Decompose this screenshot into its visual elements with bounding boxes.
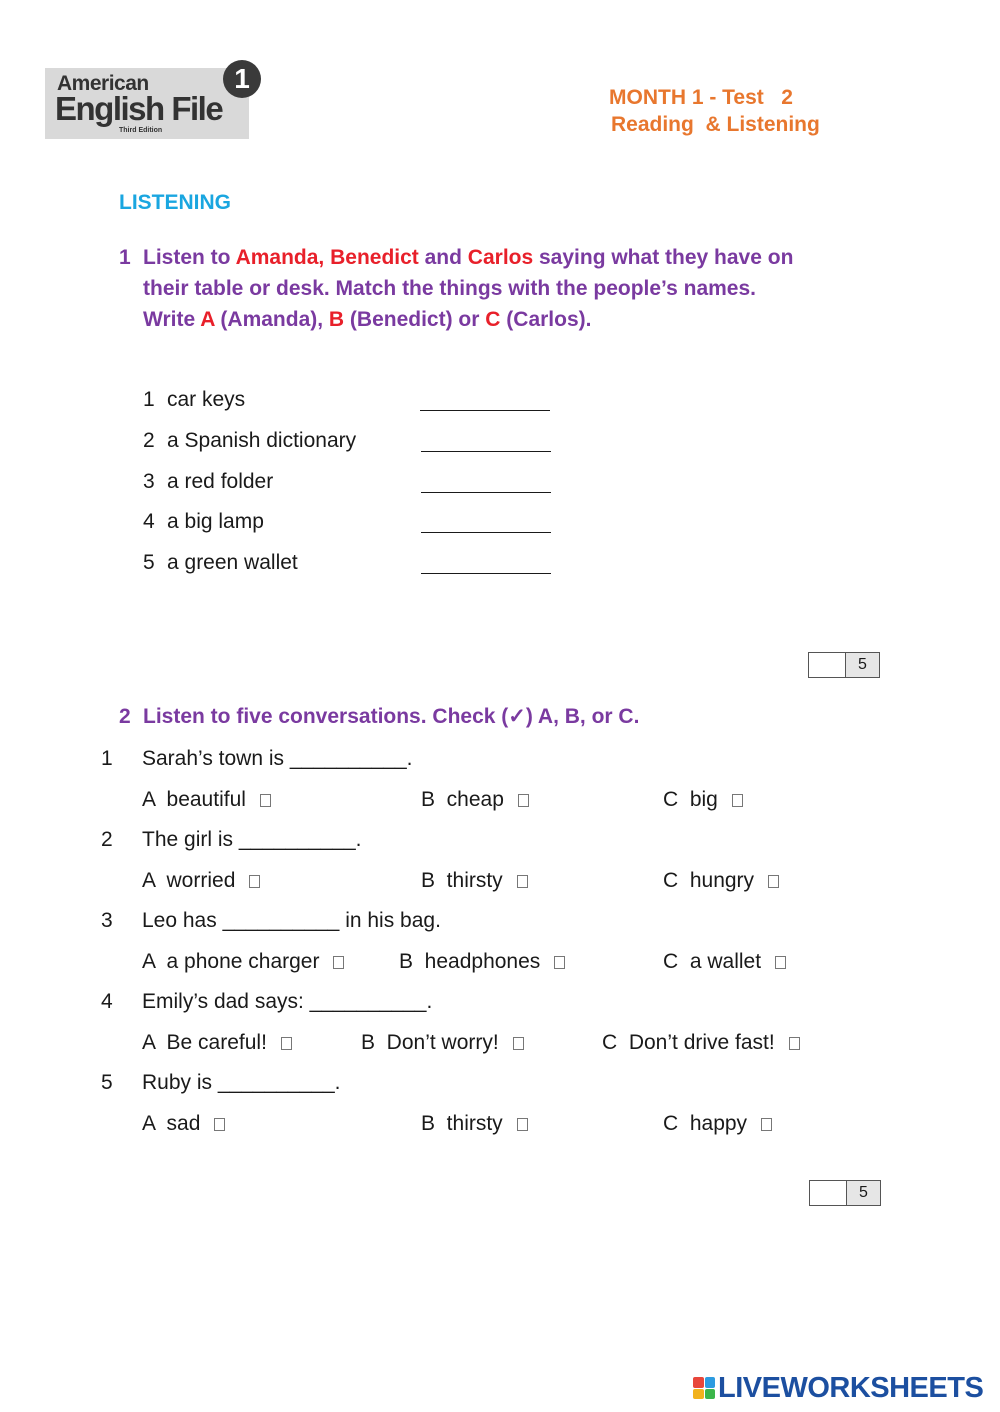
- question-number: 5: [101, 1071, 113, 1094]
- option-b[interactable]: B thirsty: [421, 869, 528, 893]
- option-b[interactable]: B headphones: [399, 950, 565, 974]
- item-text: a red folder: [167, 470, 274, 493]
- section-label: LISTENING: [119, 191, 232, 214]
- question-text: Leo has __________ in his bag.: [142, 909, 441, 932]
- answer-blank[interactable]: [421, 532, 551, 533]
- option-a[interactable]: A beautiful: [142, 788, 271, 812]
- option-c[interactable]: C big: [663, 788, 743, 812]
- checkbox[interactable]: [333, 956, 344, 969]
- icon-tile: [693, 1389, 704, 1400]
- item-number: 4: [143, 510, 155, 533]
- option-b[interactable]: B thirsty: [421, 1112, 528, 1136]
- option-c[interactable]: C Don’t drive fast!: [602, 1031, 800, 1055]
- checkbox[interactable]: [518, 794, 529, 807]
- option-a[interactable]: A sad: [142, 1112, 225, 1136]
- logo-edition: Third Edition: [119, 127, 163, 134]
- icon-tile: [693, 1377, 704, 1388]
- checkbox[interactable]: [249, 875, 260, 888]
- option-b[interactable]: B cheap: [421, 788, 529, 812]
- liveworksheets-icon: [693, 1377, 715, 1399]
- question-text: Emily’s dad says: __________.: [142, 990, 433, 1013]
- score-input[interactable]: [809, 653, 846, 677]
- liveworksheets-brand: LIVEWORKSHEETS: [718, 1372, 984, 1404]
- checkbox[interactable]: [513, 1037, 524, 1050]
- checkbox[interactable]: [214, 1118, 225, 1131]
- question-number: 3: [101, 909, 113, 932]
- logo-line2: English File: [55, 90, 223, 127]
- question-number: 4: [101, 990, 113, 1013]
- option-b[interactable]: B Don’t worry!: [361, 1031, 524, 1055]
- question-number: 1: [101, 747, 113, 770]
- option-a[interactable]: A a phone charger: [142, 950, 344, 974]
- item-text: a big lamp: [167, 510, 264, 533]
- checkbox[interactable]: [761, 1118, 772, 1131]
- answer-blank[interactable]: [420, 410, 550, 411]
- checkbox[interactable]: [260, 794, 271, 807]
- exercise1-instruction: Listen to Amanda, Benedict and Carlos saying what they have on their table or desk. Match the things with the people’s names. Write A (Amanda), B (Benedict) or C (Carlos).: [143, 246, 794, 331]
- item-text: a green wallet: [167, 551, 298, 574]
- checkbox[interactable]: [768, 875, 779, 888]
- checkbox[interactable]: [517, 1118, 528, 1131]
- exercise2-number: 2: [119, 705, 131, 728]
- option-a[interactable]: A Be careful!: [142, 1031, 292, 1055]
- item-number: 2: [143, 429, 155, 452]
- score-input[interactable]: [810, 1181, 847, 1205]
- item-text: car keys: [167, 388, 246, 411]
- item-number: 5: [143, 551, 155, 574]
- answer-blank[interactable]: [421, 451, 551, 452]
- logo-number: 1: [223, 60, 261, 98]
- american-english-file-logo: [45, 63, 250, 139]
- item-number: 3: [143, 470, 155, 493]
- score-box: [809, 1180, 881, 1206]
- checkbox[interactable]: [732, 794, 743, 807]
- answer-blank[interactable]: [421, 573, 551, 574]
- exercise1-number: 1: [119, 246, 131, 269]
- option-c[interactable]: C hungry: [663, 869, 779, 893]
- logo-line1: American: [57, 72, 149, 95]
- icon-tile: [705, 1389, 716, 1400]
- option-c[interactable]: C happy: [663, 1112, 772, 1136]
- checkbox[interactable]: [775, 956, 786, 969]
- score-total: 5: [846, 653, 879, 677]
- checkbox[interactable]: [554, 956, 565, 969]
- item-number: 1: [143, 388, 155, 411]
- question-text: Ruby is __________.: [142, 1071, 341, 1094]
- question-number: 2: [101, 828, 113, 851]
- test-subtitle: Reading & Listening: [611, 113, 820, 136]
- item-text: a Spanish dictionary: [167, 429, 357, 452]
- score-total: 5: [847, 1181, 880, 1205]
- checkbox[interactable]: [789, 1037, 800, 1050]
- answer-blank[interactable]: [421, 492, 551, 493]
- checkbox[interactable]: [517, 875, 528, 888]
- icon-tile: [705, 1377, 716, 1388]
- question-text: The girl is __________.: [142, 828, 362, 851]
- score-box: [808, 652, 880, 678]
- question-text: Sarah’s town is __________.: [142, 747, 413, 770]
- checkbox[interactable]: [281, 1037, 292, 1050]
- option-a[interactable]: A worried: [142, 869, 260, 893]
- option-c[interactable]: C a wallet: [663, 950, 786, 974]
- test-title: MONTH 1 - Test 2: [609, 86, 793, 109]
- exercise2-instruction: Listen to five conversations. Check (✓) A, B, or C.: [143, 705, 640, 728]
